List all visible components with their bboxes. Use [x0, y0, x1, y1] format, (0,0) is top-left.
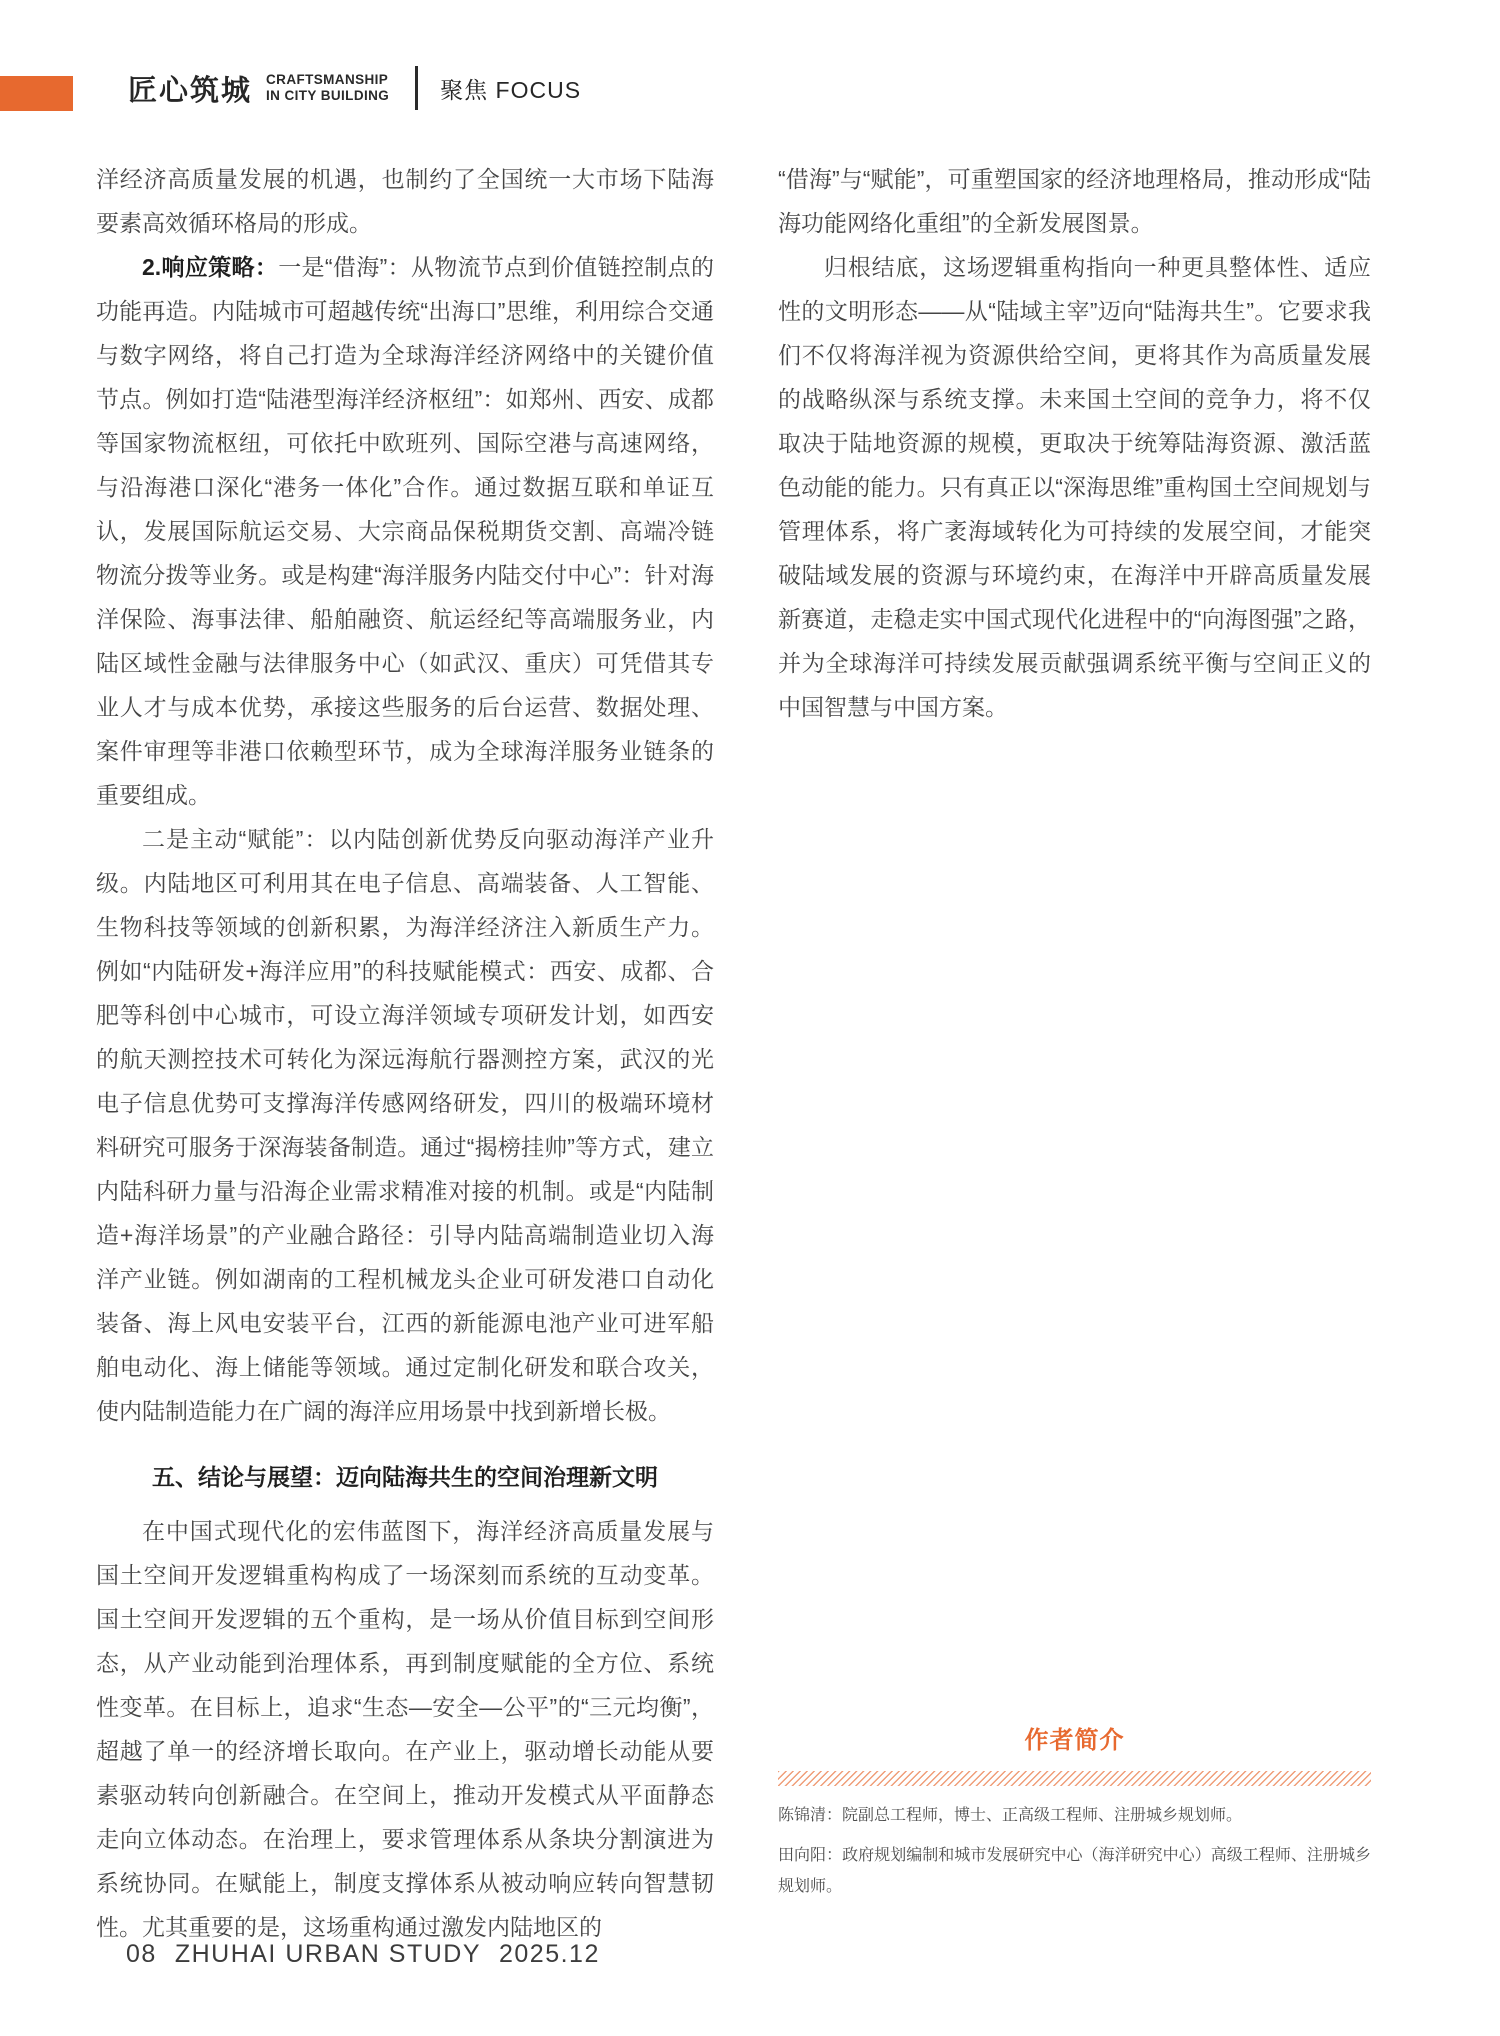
author-entry: 田向阳：政府规划编制和城市发展研究中心（海洋研究中心）高级工程师、注册城乡规划师。 — [778, 1847, 1371, 1895]
paragraph-response-strategy — [96, 245, 714, 817]
paragraph-continuation — [96, 157, 714, 245]
paragraph-conclusion — [96, 1509, 714, 1949]
paragraph-text: 一是“借海”：从物流节点到价值链控制点的功能再造。内陆城市可超越传统“出海口”思维，利用综合交通与数字网络，将自己打造为全球海洋经济网络中的关键价值节点。例如打造“陆港型海洋经济枢纽”：如郑州、西安、成都等国家物流枢纽，可依托中欧班列、国际空港与高速网络，与沿海港口深化“港务一体化”合作。通过数据互联和单证互认，发展国际航运交易、大宗商品保税期货交割、高端冷链物流分拨等业务。或是构建“海洋服务内陆交付中心”：针对海洋保险、海事法律、船舶融资、航运经纪等高端服务业，内陆区域性金融与法律服务中心（如武汉、重庆）可凭借其专业人才与成本优势，承接这些服务的后台运营、数据处理、案件审理等非港口依赖型环节，成为全球海洋服务业链条的重要组成。 — [96, 254, 714, 808]
paragraph-final — [778, 245, 1371, 729]
brand-en-line2: IN CITY BUILDING — [266, 88, 390, 103]
paragraph-bold-lead: 2.响应策略： — [142, 254, 279, 280]
section-label: 聚焦 FOCUS — [440, 76, 582, 103]
footer-page-number: 08 — [126, 1940, 157, 1968]
author-box-title: 作者简介 — [1024, 1727, 1125, 1754]
brand-title-en — [266, 72, 389, 104]
paragraph-text: 洋经济高质量发展的机遇，也制约了全国统一大市场下陆海要素高效循环格局的形成。 — [96, 166, 714, 236]
section-heading: 五、结论与展望：迈向陆海共生的空间治理新文明 — [152, 1464, 658, 1490]
hatched-divider — [778, 1771, 1371, 1786]
left-column — [96, 157, 714, 1949]
page-header — [128, 60, 581, 116]
right-column — [778, 157, 1371, 729]
paragraph-text: 归根结底，这场逻辑重构指向一种更具整体性、适应性的文明形态——从“陆域主宰”迈向“陆海共生”。它要求我们不仅将海洋视为资源供给空间，更将其作为高质量发展的战略纵深与系统支撑。未来国土空间的竞争力，将不仅取决于陆地资源的规模，更取决于统筹陆海资源、激活蓝色动能的能力。只有真正以“深海思维”重构国土空间规划与管理体系，将广袤海域转化为可持续的发展空间，才能突破陆域发展的资源与环境约束，在海洋中开辟高质量发展新赛道，走稳走实中国式现代化进程中的“向海图强”之路，并为全球海洋可持续发展贡献强调系统平衡与空间正义的中国智慧与中国方案。 — [778, 254, 1371, 720]
footer-journal-name: ZHUHAI URBAN STUDY — [174, 1940, 481, 1968]
brand-en-line1: CRAFTSMANSHIP — [266, 72, 389, 87]
paragraph-text: 在中国式现代化的宏伟蓝图下，海洋经济高质量发展与国土空间开发逻辑重构构成了一场深刻而系统的互动变革。国土空间开发逻辑的五个重构，是一场从价值目标到空间形态，从产业动能到治理体系，再到制度赋能的全方位、系统性变革。在目标上，追求“生态—安全—公平”的“三元均衡”，超越了单一的经济增长取向。在产业上，驱动增长动能从要素驱动转向创新融合。在空间上，推动开发模式从平面静态走向立体动态。在治理上，要求管理体系从条块分割演进为系统协同。在赋能上，制度支撑体系从被动响应转向智慧韧性。尤其重要的是，这场重构通过激发内陆地区的 — [96, 1518, 714, 1940]
paragraph-text: 二是主动“赋能”：以内陆创新优势反向驱动海洋产业升级。内陆地区可利用其在电子信息、高端装备、人工智能、生物科技等领域的创新积累，为海洋经济注入新质生产力。例如“内陆研发+海洋应用”的科技赋能模式：西安、成都、合肥等科创中心城市，可设立海洋领域专项研发计划，如西安的航天测控技术可转化为深远海航行器测控方案，武汉的光电子信息优势可支撑海洋传感网络研发，四川的极端环境材料研究可服务于深海装备制造。通过“揭榜挂帅”等方式，建立内陆科研力量与沿海企业需求精准对接的机制。或是“内陆制造+海洋场景”的产业融合路径：引导内陆高端制造业切入海洋产业链。例如湖南的工程机械龙头企业可研发港口自动化装备、海上风电安装平台，江西的新能源电池产业可进军船舶电动化、海上储能等领域。通过定制化研发和联合攻关，使内陆制造能力在广阔的海洋应用场景中找到新增长极。 — [96, 826, 714, 1424]
brand-title-cn: 匠心筑城 — [128, 74, 253, 107]
paragraph-empowerment — [96, 817, 714, 1433]
accent-block — [0, 76, 73, 111]
author-box — [778, 1800, 1371, 1911]
page-footer — [126, 1940, 618, 1969]
header-divider — [415, 66, 418, 110]
paragraph-continuation — [778, 157, 1371, 245]
paragraph-text: “借海”与“赋能”，可重塑国家的经济地理格局，推动形成“陆海功能网络化重组”的全新发展图景。 — [778, 166, 1371, 236]
author-entry: 陈锦清：院副总工程师，博士、正高级工程师、注册城乡规划师。 — [778, 1807, 1243, 1824]
footer-issue: 2025.12 — [499, 1940, 600, 1968]
